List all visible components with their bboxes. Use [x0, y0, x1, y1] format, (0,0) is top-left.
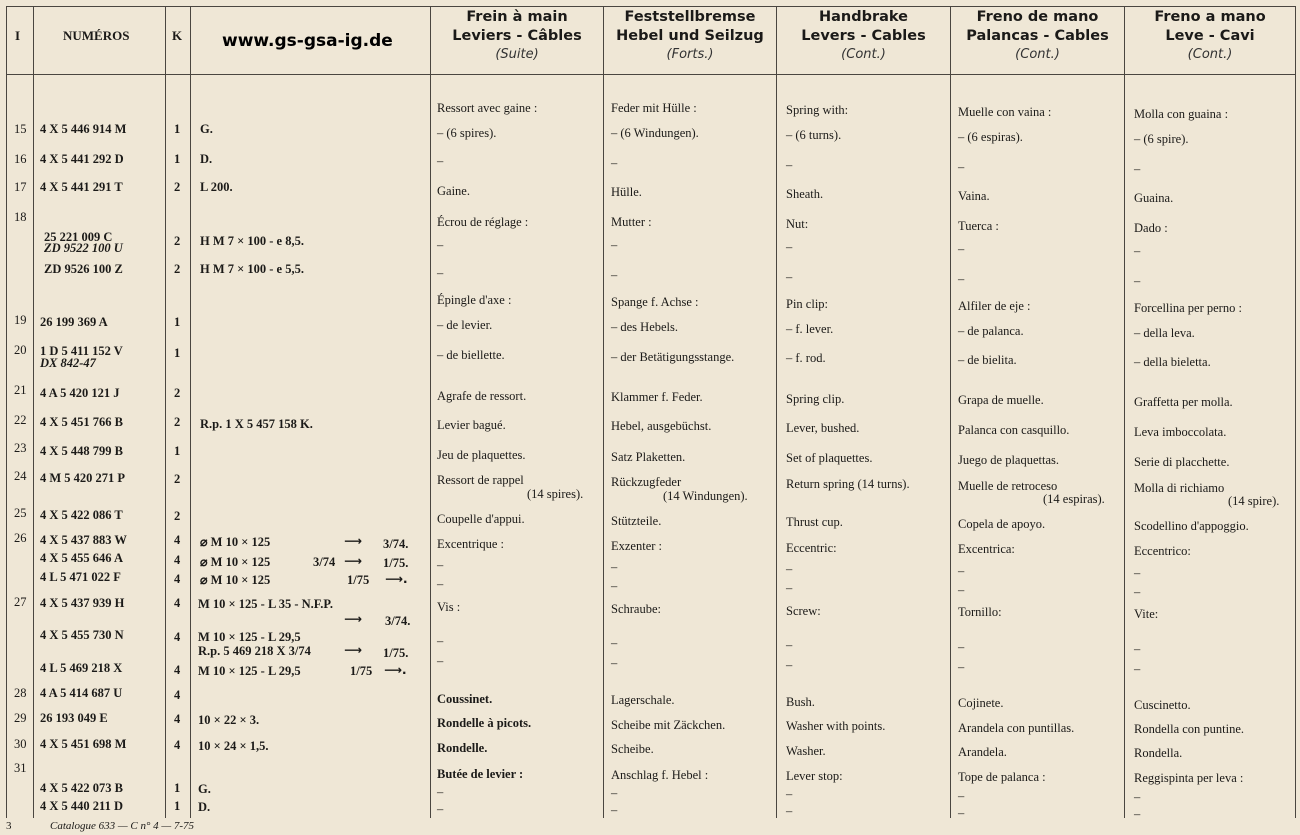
list-item: Muelle de retroceso [958, 479, 1058, 493]
arrow-right-icon: ⟶. [384, 662, 407, 677]
row-number: 31 [14, 761, 27, 775]
quantity: 4 [174, 663, 181, 677]
part-number: 4 X 5 422 073 B [40, 781, 123, 795]
part-number: 4 X 5 441 291 T [40, 180, 123, 194]
quantity: 2 [174, 386, 181, 400]
list-item: Rondelle à picots. [437, 716, 532, 730]
row-number: 23 [14, 441, 27, 455]
column-divider [950, 6, 951, 818]
quantity: 4 [174, 688, 181, 702]
row-number: 17 [14, 180, 27, 194]
arrow-right-icon: ⟶ [344, 553, 362, 568]
list-item: Stützteile. [611, 514, 662, 528]
list-item: Vaina. [958, 189, 990, 203]
dash: – [786, 562, 793, 576]
dash: – [437, 154, 444, 168]
list-item: Feder mit Hülle : [611, 101, 697, 115]
dash: – [958, 583, 965, 597]
part-number: 4 A 5 414 687 U [40, 686, 123, 700]
dash: – [437, 785, 444, 799]
row-number: 30 [14, 737, 27, 751]
list-item: (14 spires). [527, 487, 584, 501]
part-number: 4 L 5 471 022 F [40, 570, 121, 584]
date-note: 1/75. [383, 556, 409, 570]
part-number: 4 X 5 440 211 D [40, 799, 123, 813]
part-number: 4 X 5 437 883 W [40, 533, 127, 547]
list-item: Molla con guaina : [1134, 107, 1229, 121]
quantity: 4 [174, 553, 181, 567]
part-number: 4 X 5 451 698 M [40, 737, 127, 751]
dash: – [958, 640, 965, 654]
dash: – [611, 803, 618, 817]
list-item: Arandela. [958, 745, 1007, 759]
dash: – [1134, 274, 1141, 288]
list-item: Coussinet. [437, 692, 493, 706]
dash: – [437, 577, 444, 591]
list-item: Klammer f. Feder. [611, 390, 703, 404]
column-divider [33, 6, 34, 818]
dash: – [1134, 790, 1141, 804]
list-item: Rückzugfeder [611, 475, 682, 489]
column-divider [165, 6, 166, 818]
list-item: Scheibe. [611, 742, 654, 756]
quantity: 4 [174, 738, 181, 752]
list-item: Anschlag f. Hebel : [611, 768, 709, 782]
dash: – [611, 560, 618, 574]
part-note: D. [198, 800, 211, 814]
list-item: – de palanca. [958, 324, 1024, 338]
part-note: ⌀ M 10 × 125 [200, 535, 271, 549]
dash: – [1134, 566, 1141, 580]
list-item: Pin clip: [786, 297, 829, 311]
dash: – [786, 240, 793, 254]
row-number: 16 [14, 152, 27, 166]
quantity: 1 [174, 152, 181, 166]
list-item: Juego de plaquettas. [958, 453, 1060, 467]
dash: – [611, 786, 618, 800]
header-subtitle: (Forts.) [666, 47, 714, 62]
list-item: Screw: [786, 604, 821, 618]
list-item: Tope de palanca : [958, 770, 1046, 784]
dash: – [958, 789, 965, 803]
dash: – [611, 238, 618, 252]
column-divider [430, 6, 431, 818]
list-item: Scheibe mit Zäckchen. [611, 718, 726, 732]
table-border-right [1295, 6, 1296, 818]
dash: – [611, 656, 618, 670]
dash: – [786, 270, 793, 284]
part-note: M 10 × 125 - L 35 - N.F.P. [198, 597, 334, 611]
list-item: Spring clip. [786, 392, 845, 406]
list-item: Scodellino d'appoggio. [1134, 519, 1249, 533]
dash: – [437, 238, 444, 252]
page-number: 3 [6, 820, 12, 832]
part-note: D. [200, 152, 213, 166]
list-item: Coupelle d'appui. [437, 512, 525, 526]
list-item: Molla di richiamo [1134, 481, 1225, 495]
column-header-german [604, 8, 776, 64]
row-number: 27 [14, 595, 27, 609]
quantity: 2 [174, 262, 181, 276]
part-note: G. [198, 782, 211, 796]
column-header-numeros: NUMÉROS [63, 28, 130, 43]
dash: – [786, 581, 793, 595]
part-note: R.p. 5 469 218 X 3/74 [198, 644, 311, 658]
column-header-french [431, 8, 603, 64]
list-item: Satz Plaketten. [611, 450, 686, 464]
column-header-italian [1125, 8, 1295, 64]
list-item: Lever, bushed. [786, 421, 860, 435]
header-title: Freno de mano [976, 9, 1099, 25]
header-title: Leve - Cavi [1165, 28, 1255, 44]
list-item: Exzenter : [611, 539, 663, 553]
list-item: Graffetta per molla. [1134, 395, 1233, 409]
part-number: 4 A 5 420 121 J [40, 386, 120, 400]
header-subtitle: (Cont.) [1187, 47, 1233, 62]
list-item: Serie di placchette. [1134, 455, 1230, 469]
list-item: – f. rod. [786, 351, 826, 365]
dash: – [786, 787, 793, 801]
list-item: – de bielita. [958, 353, 1017, 367]
date-note: 3/74. [385, 614, 411, 628]
list-item: Leva imboccolata. [1134, 425, 1227, 439]
arrow-right-icon: ⟶ [344, 642, 362, 657]
row-number: 22 [14, 413, 27, 427]
date-note: 1/75. [383, 646, 409, 660]
list-item: Rondelle. [437, 741, 488, 755]
catalogue-reference: Catalogue 633 — C n° 4 — 7-75 [50, 820, 195, 832]
list-item: Lagerschale. [611, 693, 675, 707]
row-number: 28 [14, 686, 27, 700]
dash: – [1134, 642, 1141, 656]
column-divider [603, 6, 604, 818]
header-title: Leviers - Câbles [452, 28, 582, 44]
part-number: ZD 9526 100 Z [44, 262, 123, 276]
header-title: Frein à main [466, 9, 568, 25]
part-number-alt: DX 842-47 [40, 356, 96, 370]
list-item: Lever stop: [786, 769, 843, 783]
part-note: M 10 × 125 - L 29,5 [198, 630, 301, 644]
part-number: 1 D 5 411 152 V [40, 344, 123, 358]
list-item: – della bieletta. [1134, 355, 1211, 369]
quantity: 1 [174, 799, 181, 813]
part-note: ⌀ M 10 × 125 [200, 573, 271, 587]
dash: – [958, 242, 965, 256]
quantity: 2 [174, 415, 181, 429]
dash: – [437, 654, 444, 668]
column-header-spanish [951, 8, 1124, 64]
part-number: 25 221 009 C [44, 230, 113, 244]
part-number: 4 X 5 422 086 T [40, 508, 123, 522]
part-number: 4 X 5 448 799 B [40, 444, 123, 458]
part-number: 4 L 5 469 218 X [40, 661, 123, 675]
dash: – [1134, 662, 1141, 676]
part-number: 4 X 5 455 646 A [40, 551, 123, 565]
list-item: Sheath. [786, 187, 824, 201]
quantity: 4 [174, 712, 181, 726]
dash: – [958, 564, 965, 578]
list-item: Reggispinta per leva : [1134, 771, 1244, 785]
row-number: 15 [14, 122, 27, 136]
header-subtitle: (Cont.) [841, 47, 886, 62]
quantity: 2 [174, 472, 181, 486]
date-note: 3/74. [383, 537, 409, 551]
list-item: Arandela con puntillas. [958, 721, 1075, 735]
list-item: Cuscinetto. [1134, 698, 1191, 712]
list-item: Eccentrico: [1134, 544, 1191, 558]
row-number: 20 [14, 343, 27, 357]
list-item: Bush. [786, 695, 815, 709]
list-item: Copela de apoyo. [958, 517, 1046, 531]
dash: – [786, 804, 793, 818]
row-number: 18 [14, 210, 27, 224]
dash: – [437, 634, 444, 648]
row-number: 19 [14, 313, 27, 327]
header-title: Handbrake [818, 9, 909, 25]
list-item: Spange f. Achse : [611, 295, 699, 309]
dash: – [1134, 244, 1141, 258]
dash: – [437, 802, 444, 816]
dash: – [437, 558, 444, 572]
part-number: 4 X 5 455 730 N [40, 628, 124, 642]
part-number: 4 X 5 451 766 B [40, 415, 123, 429]
quantity: 4 [174, 533, 181, 547]
column-divider [776, 6, 777, 818]
list-item: Washer with points. [786, 719, 886, 733]
list-item: Alfiler de eje : [958, 299, 1031, 313]
header-title: Freno a mano [1154, 9, 1266, 25]
row-number: 25 [14, 506, 27, 520]
part-note: 10 × 22 × 3. [198, 713, 260, 727]
website-watermark: www.gs-gsa-ig.de [222, 31, 393, 51]
dash: – [786, 638, 793, 652]
list-item: Excentrica: [958, 542, 1015, 556]
part-number-alt: ZD 9522 100 U [44, 241, 123, 255]
list-item: Rondella. [1134, 746, 1183, 760]
quantity: 1 [174, 346, 181, 360]
part-note: 10 × 24 × 1,5. [198, 739, 269, 753]
list-item: Levier bagué. [437, 418, 506, 432]
part-number: 26 199 369 A [40, 315, 108, 329]
part-note: M 10 × 125 - L 29,5 [198, 664, 301, 678]
column-divider [1124, 6, 1125, 818]
list-item: – de biellette. [437, 348, 505, 362]
list-item: Eccentric: [786, 541, 837, 555]
table-border-left [6, 6, 7, 818]
list-item: Butée de levier : [437, 767, 524, 781]
part-note: G. [200, 122, 213, 136]
list-item: Tuerca : [958, 219, 999, 233]
list-item: – der Betätigungsstange. [611, 350, 735, 364]
quantity: 2 [174, 180, 181, 194]
list-item: Return spring (14 turns). [786, 477, 910, 491]
quantity: 1 [174, 122, 181, 136]
list-item: Hebel, ausgebüchst. [611, 419, 712, 433]
part-number: 4 X 5 441 292 D [40, 152, 124, 166]
list-item: – (6 spires). [437, 126, 497, 140]
header-divider [6, 74, 1296, 75]
list-item: Ressort de rappel [437, 473, 524, 487]
date-note: 1/75 [350, 664, 373, 678]
row-number: 26 [14, 531, 27, 545]
column-header-i: I [15, 28, 21, 43]
quantity: 4 [174, 630, 181, 644]
quantity: 1 [174, 315, 181, 329]
list-item: – (6 turns). [786, 128, 842, 142]
part-note: L 200. [200, 180, 233, 194]
part-note: H M 7 × 100 - e 8,5. [200, 234, 304, 248]
arrow-right-icon: ⟶ [344, 533, 362, 548]
list-item: Rondella con puntine. [1134, 722, 1245, 736]
list-item: – des Hebels. [611, 320, 678, 334]
part-number: 4 X 5 437 939 H [40, 596, 125, 610]
date-note: 3/74 [313, 555, 336, 569]
list-item: Muelle con vaina : [958, 105, 1052, 119]
list-item: Excentrique : [437, 537, 504, 551]
list-item: Set of plaquettes. [786, 451, 873, 465]
arrow-right-icon: ⟶. [385, 571, 408, 586]
list-item: (14 Windungen). [663, 489, 748, 503]
column-header-k: K [172, 28, 183, 43]
dash: – [958, 806, 965, 820]
part-number: 4 X 5 446 914 M [40, 122, 127, 136]
list-item: Thrust cup. [786, 515, 843, 529]
list-item: Gaine. [437, 184, 470, 198]
dash: – [1134, 162, 1141, 176]
list-item: Écrou de réglage : [437, 215, 529, 229]
quantity: 4 [174, 572, 181, 586]
dash: – [1134, 807, 1141, 821]
dash: – [786, 658, 793, 672]
list-item: Cojinete. [958, 696, 1004, 710]
dash: – [958, 660, 965, 674]
header-subtitle: (Cont.) [1015, 47, 1060, 62]
list-item: Palanca con casquillo. [958, 423, 1070, 437]
row-number: 21 [14, 383, 27, 397]
list-item: Guaina. [1134, 191, 1174, 205]
part-number: 26 193 049 E [40, 711, 108, 725]
header-title: Palancas - Cables [966, 28, 1109, 44]
list-item: Agrafe de ressort. [437, 389, 527, 403]
list-item: – f. lever. [786, 322, 834, 336]
dash: – [1134, 585, 1141, 599]
list-item: Spring with: [786, 103, 849, 117]
list-item: Mutter : [611, 215, 652, 229]
list-item: Hülle. [611, 185, 642, 199]
part-note: H M 7 × 100 - e 5,5. [200, 262, 304, 276]
dash: – [958, 272, 965, 286]
dash: – [611, 579, 618, 593]
list-item: Dado : [1134, 221, 1168, 235]
list-item: Washer. [786, 744, 826, 758]
list-item: (14 espiras). [1043, 492, 1105, 506]
dash: – [611, 268, 618, 282]
header-title: Feststellbremse [624, 9, 756, 25]
quantity: 2 [174, 234, 181, 248]
list-item: (14 spire). [1228, 494, 1280, 508]
quantity: 4 [174, 596, 181, 610]
list-item: – della leva. [1134, 326, 1195, 340]
list-item: Schraube: [611, 602, 661, 616]
quantity: 2 [174, 509, 181, 523]
list-item: Nut: [786, 217, 809, 231]
quantity: 1 [174, 444, 181, 458]
list-item: Forcellina per perno : [1134, 301, 1242, 315]
row-number: 29 [14, 711, 27, 725]
part-note: R.p. 1 X 5 457 158 K. [200, 417, 313, 431]
list-item: – (6 Windungen). [611, 126, 699, 140]
list-item: Ressort avec gaine : [437, 101, 538, 115]
column-header-english [777, 8, 950, 64]
list-item: Vis : [437, 600, 461, 614]
header-title: Hebel und Seilzug [616, 28, 764, 44]
dash: – [958, 160, 965, 174]
row-number: 24 [14, 469, 27, 483]
dash: – [611, 636, 618, 650]
list-item: Épingle d'axe : [437, 293, 512, 307]
part-number: 4 M 5 420 271 P [40, 471, 126, 485]
list-item: Vite: [1134, 607, 1159, 621]
header-title: Levers - Cables [801, 28, 926, 44]
dash: – [611, 156, 618, 170]
part-note: ⌀ M 10 × 125 [200, 555, 271, 569]
list-item: – (6 espiras). [958, 130, 1023, 144]
list-item: – (6 spire). [1134, 132, 1189, 146]
list-item: Tornillo: [958, 605, 1002, 619]
arrow-right-icon: ⟶ [344, 611, 362, 626]
dash: – [437, 266, 444, 280]
list-item: Grapa de muelle. [958, 393, 1044, 407]
header-subtitle: (Suite) [495, 47, 539, 62]
column-divider [190, 6, 191, 818]
table-border-top [6, 6, 1296, 7]
quantity: 1 [174, 781, 181, 795]
list-item: – de levier. [437, 318, 493, 332]
list-item: Jeu de plaquettes. [437, 448, 526, 462]
dash: – [786, 158, 793, 172]
date-note: 1/75 [347, 573, 370, 587]
